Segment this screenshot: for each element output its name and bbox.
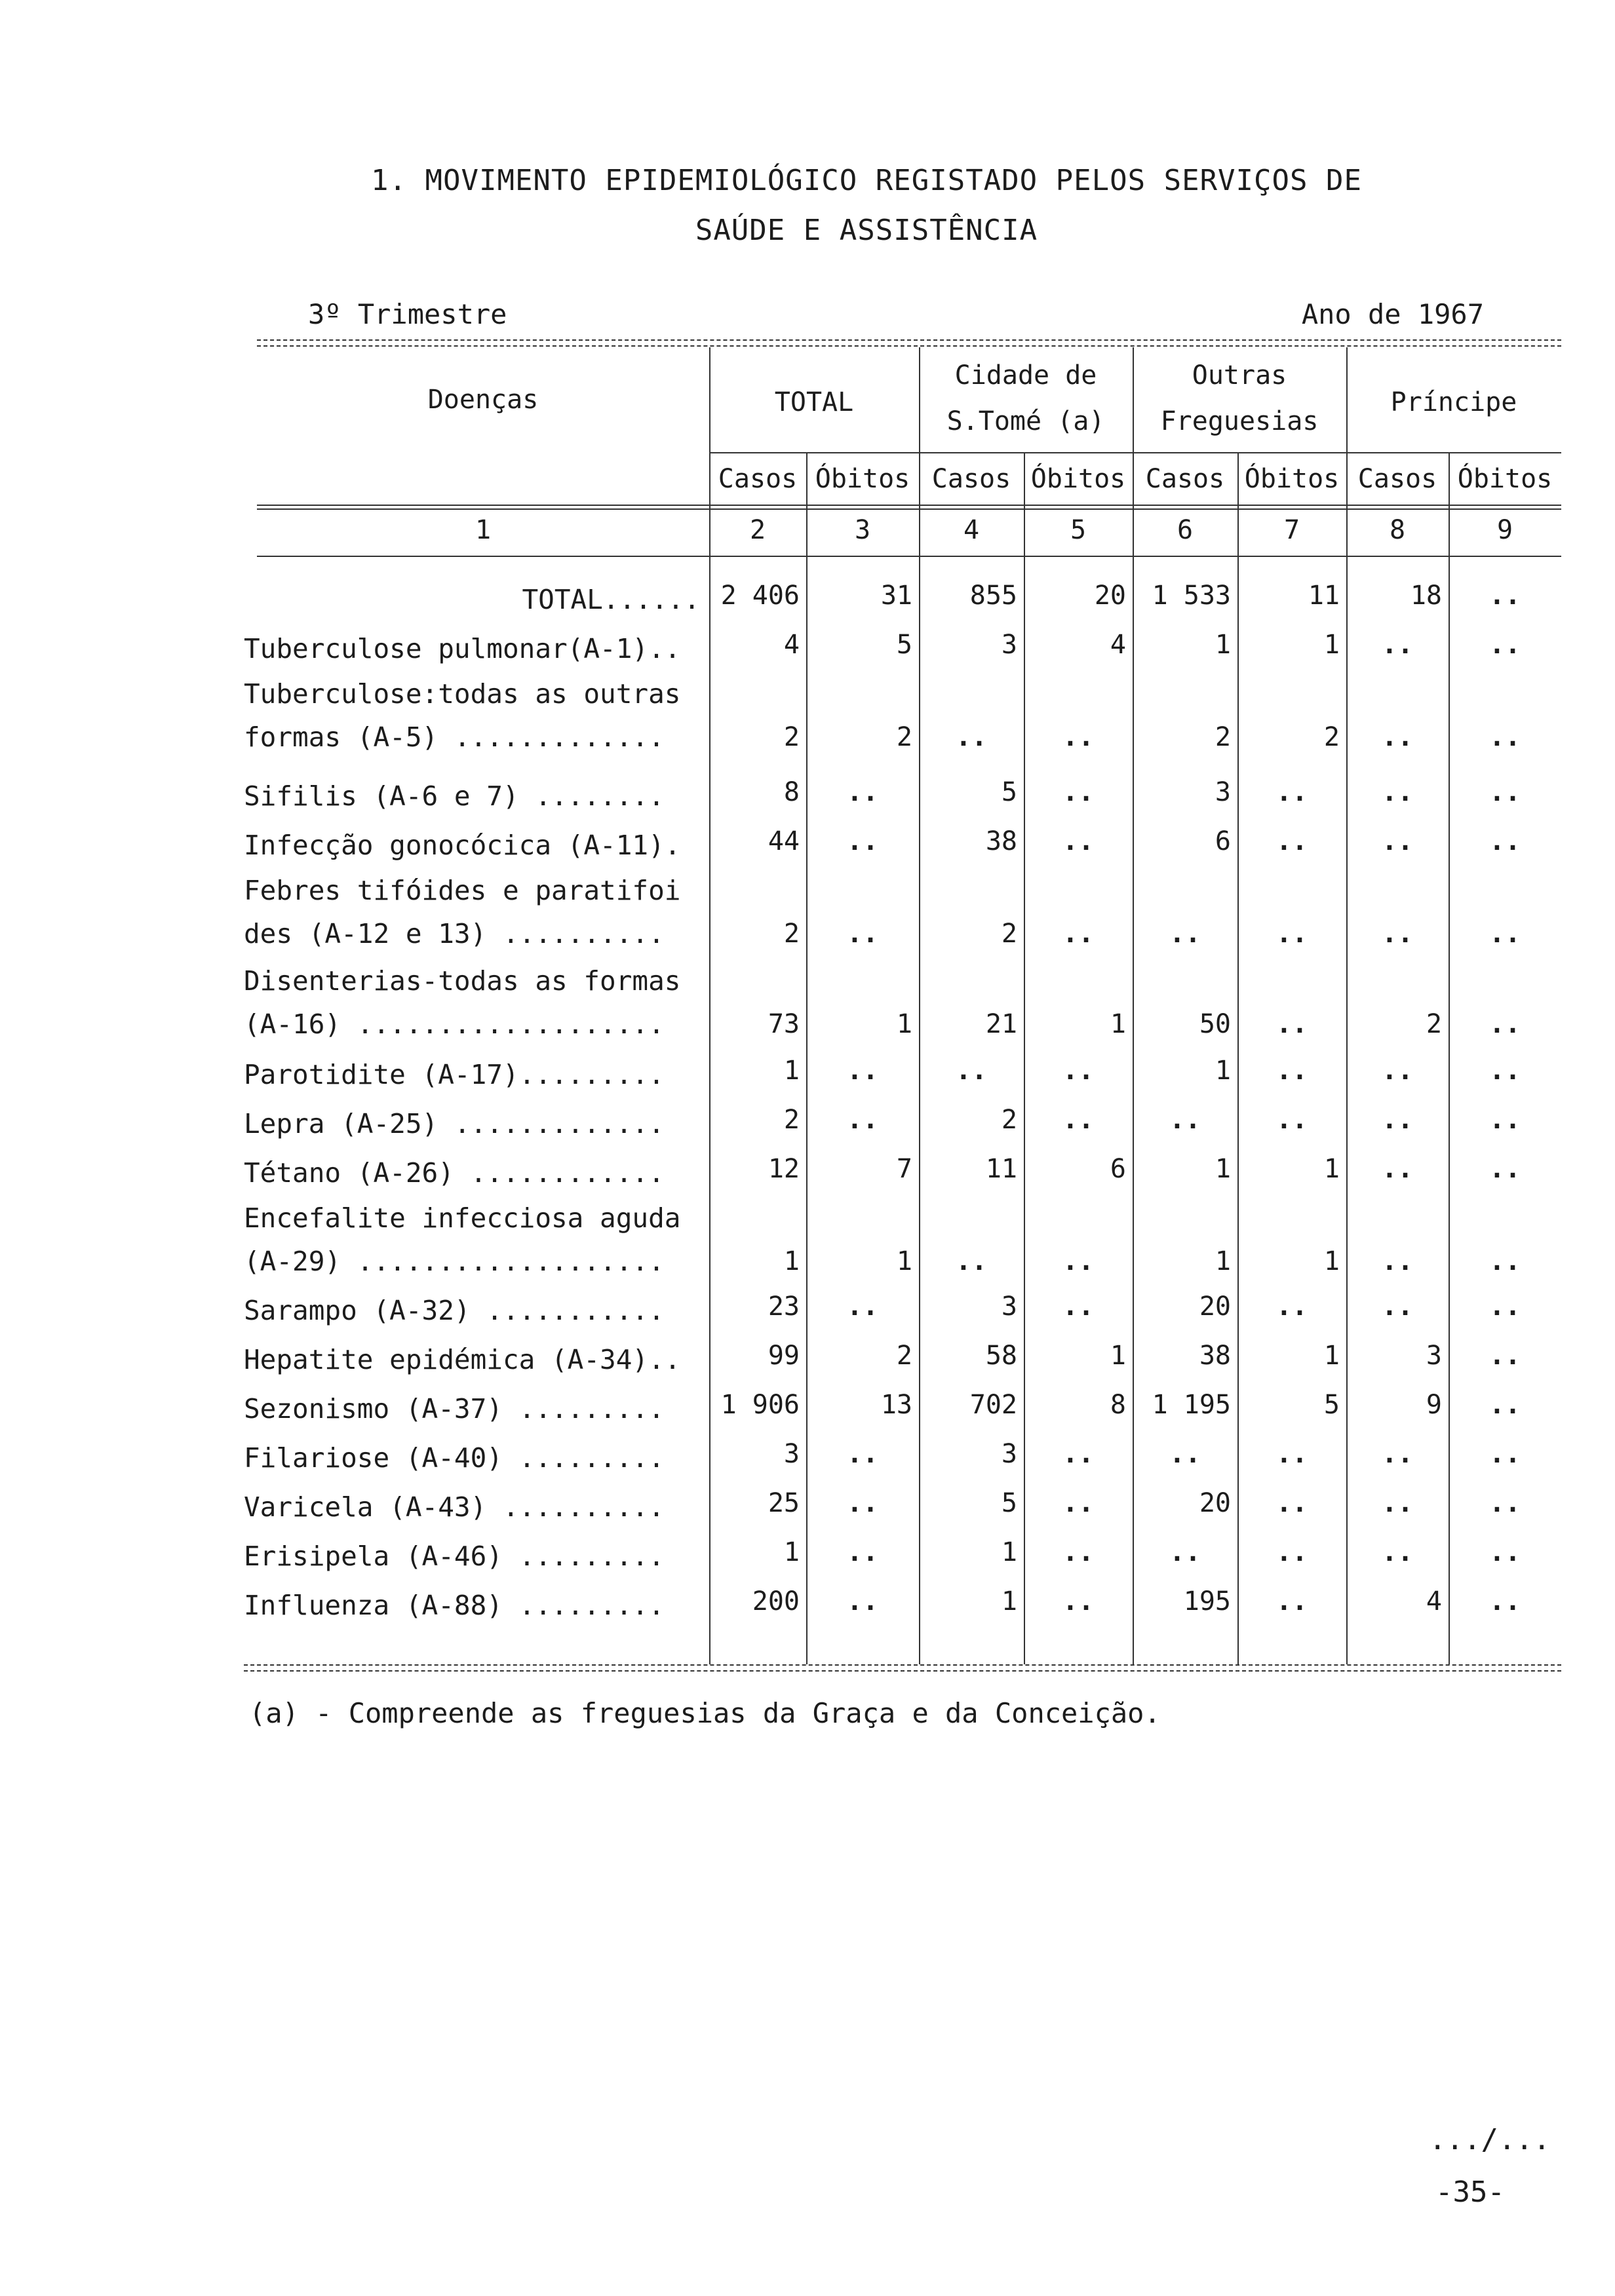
subheader-rule <box>257 505 1561 506</box>
table-cell: 1 <box>1110 1341 1126 1371</box>
table-cell: .. <box>1062 1586 1095 1617</box>
subheader-casos: Casos <box>931 464 1011 494</box>
table-cell: 1 <box>1323 1154 1340 1184</box>
table-cell: .. <box>1062 1292 1095 1322</box>
table-cell: .. <box>955 1246 988 1276</box>
table-cell: .. <box>1489 630 1521 660</box>
table-cell: .. <box>1489 1105 1521 1135</box>
header-total: TOTAL <box>774 387 854 417</box>
table-cell: 1 <box>896 1246 912 1276</box>
table-cell: 73 <box>768 1009 800 1039</box>
table-cell: 1 <box>896 1009 912 1039</box>
table-cell: .. <box>1062 1246 1095 1276</box>
column-number: 8 <box>1389 515 1406 545</box>
table-cell: .. <box>1381 1488 1414 1518</box>
table-cell: .. <box>1275 1105 1308 1135</box>
table-cell: 1 533 <box>1152 581 1231 611</box>
header-outras-line2: Freguesias <box>1160 406 1319 436</box>
table-cell: 2 <box>1215 722 1231 752</box>
table-cell: .. <box>1381 1439 1414 1469</box>
table-cell: 1 <box>1001 1537 1017 1567</box>
disease-label: Parotidite (A-17)......... <box>244 1059 665 1090</box>
table-cell: 12 <box>768 1154 800 1184</box>
table-cell: .. <box>1489 1292 1521 1322</box>
document-title-line2: SAÚDE E ASSISTÊNCIA <box>695 214 1038 247</box>
column-number: 3 <box>854 515 871 545</box>
table-cell: .. <box>1381 919 1414 949</box>
disease-label: Febres tifóides e paratifoi <box>244 875 681 906</box>
table-cell: 8 <box>783 777 800 807</box>
table-cell: 11 <box>985 1154 1017 1184</box>
table-cell: .. <box>846 919 879 949</box>
subheader-obitos: Óbitos <box>1244 464 1340 494</box>
table-cell: .. <box>1275 777 1308 807</box>
table-cell: .. <box>1062 722 1095 752</box>
table-cell: .. <box>1062 1439 1095 1469</box>
subheader-casos: Casos <box>1357 464 1437 494</box>
table-cell: 2 <box>896 722 912 752</box>
table-cell: 21 <box>985 1009 1017 1039</box>
table-cell: 2 <box>896 1341 912 1371</box>
disease-label: Sifilis (A-6 e 7) ........ <box>244 780 665 812</box>
table-cell: .. <box>846 1292 879 1322</box>
table-cell: .. <box>1275 1586 1308 1617</box>
column-number: 2 <box>749 515 766 545</box>
table-cell: .. <box>1275 919 1308 949</box>
table-cell: 1 <box>783 1537 800 1567</box>
subheader-obitos: Óbitos <box>1457 464 1553 494</box>
table-cell: .. <box>1489 1439 1521 1469</box>
table-cell: 1 <box>1323 630 1340 660</box>
table-cell: .. <box>846 1056 879 1086</box>
header-doencas: Doenças <box>427 385 539 415</box>
table-cell: 1 <box>1323 1341 1340 1371</box>
table-cell: .. <box>1489 1154 1521 1184</box>
table-cell: .. <box>1489 1488 1521 1518</box>
table-cell: .. <box>1381 777 1414 807</box>
subheader-obitos: Óbitos <box>1030 464 1126 494</box>
table-cell: .. <box>846 826 879 856</box>
table-cell: 1 906 <box>720 1390 800 1420</box>
table-cell: 2 <box>783 919 800 949</box>
subheader-obitos: Óbitos <box>815 464 910 494</box>
table-cell: 31 <box>880 581 912 611</box>
subheader-rule-double <box>257 508 1561 510</box>
table-cell: 200 <box>752 1586 800 1617</box>
column-number: 7 <box>1283 515 1300 545</box>
subcolumn-separator <box>806 453 808 1664</box>
table-cell: 855 <box>969 581 1017 611</box>
table-cell: .. <box>1489 581 1521 611</box>
disease-label: Encefalite infecciosa aguda <box>244 1202 681 1234</box>
table-cell: .. <box>1275 1439 1308 1469</box>
disease-label: Disenterias-todas as formas <box>244 965 681 997</box>
table-cell: 5 <box>896 630 912 660</box>
table-cell: 4 <box>1110 630 1126 660</box>
table-cell: .. <box>1275 1009 1308 1039</box>
column-separator <box>709 347 710 1664</box>
table-cell: .. <box>1169 1537 1201 1567</box>
table-cell: 5 <box>1001 777 1017 807</box>
header-cidade-line1: Cidade de <box>954 360 1097 391</box>
table-cell: .. <box>1169 919 1201 949</box>
table-cell: .. <box>1381 630 1414 660</box>
column-separator <box>1346 347 1348 1664</box>
column-separator <box>1133 347 1134 1664</box>
table-cell: 18 <box>1410 581 1442 611</box>
table-cell: 20 <box>1094 581 1126 611</box>
table-cell: .. <box>1489 826 1521 856</box>
column-separator <box>919 347 920 1664</box>
table-cell: 50 <box>1199 1009 1231 1039</box>
disease-label: Sezonismo (A-37) ......... <box>244 1393 665 1425</box>
table-cell: 3 <box>1001 1292 1017 1322</box>
column-number: 5 <box>1070 515 1087 545</box>
table-cell: .. <box>1169 1105 1201 1135</box>
table-cell: 38 <box>985 826 1017 856</box>
disease-label: Hepatite epidémica (A-34).. <box>244 1344 681 1375</box>
table-bottom-double-rule <box>244 1664 1561 1672</box>
table-cell: .. <box>1062 1056 1095 1086</box>
table-cell: .. <box>846 1488 879 1518</box>
table-cell: 4 <box>1426 1586 1442 1617</box>
table-cell: .. <box>1062 919 1095 949</box>
table-cell: .. <box>1062 1537 1095 1567</box>
subcolumn-separator <box>1024 453 1025 1664</box>
table-cell: 13 <box>880 1390 912 1420</box>
disease-label: Filariose (A-40) ......... <box>244 1442 665 1474</box>
table-cell: 2 406 <box>720 581 800 611</box>
total-row-label: TOTAL...... <box>522 584 700 615</box>
table-cell: .. <box>1062 1488 1095 1518</box>
table-cell: 1 <box>1215 630 1231 660</box>
table-cell: 1 <box>1001 1586 1017 1617</box>
disease-label: formas (A-5) ............. <box>244 721 665 753</box>
table-cell: .. <box>1489 1056 1521 1086</box>
table-cell: .. <box>1489 1341 1521 1371</box>
disease-label: Infecção gonocócica (A-11). <box>244 830 681 861</box>
year-label: Ano de 1967 <box>1301 298 1484 330</box>
table-cell: 7 <box>896 1154 912 1184</box>
page-number: -35- <box>1435 2175 1505 2209</box>
table-cell: 20 <box>1199 1488 1231 1518</box>
disease-label: Tuberculose pulmonar(A-1).. <box>244 633 681 664</box>
header-cidade-line2: S.Tomé (a) <box>946 406 1105 436</box>
subheader-casos: Casos <box>718 464 798 494</box>
table-cell: 702 <box>969 1390 1017 1420</box>
table-cell: 3 <box>1426 1341 1442 1371</box>
disease-label: Varicela (A-43) .......... <box>244 1491 665 1523</box>
table-cell: .. <box>1489 1390 1521 1420</box>
disease-label: (A-16) ................... <box>244 1008 665 1040</box>
table-cell: 99 <box>768 1341 800 1371</box>
continuation-mark: .../... <box>1429 2123 1551 2156</box>
table-cell: 11 <box>1308 581 1340 611</box>
table-cell: .. <box>1062 826 1095 856</box>
table-cell: .. <box>955 722 988 752</box>
table-cell: .. <box>1062 1105 1095 1135</box>
table-cell: 3 <box>1001 630 1017 660</box>
table-cell: 2 <box>783 1105 800 1135</box>
column-number: 6 <box>1177 515 1194 545</box>
header-principe: Príncipe <box>1390 387 1517 417</box>
table-cell: .. <box>1381 1056 1414 1086</box>
table-cell: 3 <box>1001 1439 1017 1469</box>
table-cell: 1 <box>1110 1009 1126 1039</box>
table-cell: 1 195 <box>1152 1390 1231 1420</box>
table-cell: 2 <box>1426 1009 1442 1039</box>
table-cell: .. <box>1275 1537 1308 1567</box>
table-cell: .. <box>1381 826 1414 856</box>
table-cell: 5 <box>1001 1488 1017 1518</box>
table-cell: .. <box>846 777 879 807</box>
table-cell: 2 <box>1001 919 1017 949</box>
table-cell: 6 <box>1215 826 1231 856</box>
subcolumn-separator <box>1449 453 1450 1664</box>
table-cell: .. <box>1381 722 1414 752</box>
table-cell: 1 <box>1215 1154 1231 1184</box>
table-cell: 3 <box>1215 777 1231 807</box>
table-cell: .. <box>1381 1537 1414 1567</box>
table-cell: 1 <box>1323 1246 1340 1276</box>
table-cell: .. <box>1381 1105 1414 1135</box>
table-cell: .. <box>1275 826 1308 856</box>
table-cell: 2 <box>1001 1105 1017 1135</box>
table-cell: .. <box>1489 919 1521 949</box>
header-outras-line1: Outras <box>1192 360 1287 391</box>
table-cell: 58 <box>985 1341 1017 1371</box>
disease-label: (A-29) ................... <box>244 1246 665 1277</box>
column-number: 9 <box>1496 515 1513 545</box>
table-cell: 5 <box>1323 1390 1340 1420</box>
quarter-label: 3º Trimestre <box>308 298 507 330</box>
table-cell: 3 <box>783 1439 800 1469</box>
table-cell: 2 <box>783 722 800 752</box>
footnote: (a) - Compreende as freguesias da Graça e da Conceição. <box>249 1697 1161 1729</box>
table-cell: 8 <box>1110 1390 1126 1420</box>
column-number: 1 <box>475 515 492 545</box>
table-cell: 2 <box>1323 722 1340 752</box>
table-cell: 9 <box>1426 1390 1442 1420</box>
table-cell: 20 <box>1199 1292 1231 1322</box>
table-cell: .. <box>846 1439 879 1469</box>
table-top-double-rule <box>257 339 1561 347</box>
table-cell: .. <box>846 1537 879 1567</box>
disease-label: Lepra (A-25) ............. <box>244 1108 665 1139</box>
document-title-line1: 1. MOVIMENTO EPIDEMIOLÓGICO REGISTADO PELOS SERVIÇOS DE <box>371 164 1362 197</box>
table-cell: 1 <box>1215 1056 1231 1086</box>
column-number-rule <box>257 556 1561 557</box>
table-cell: .. <box>1062 777 1095 807</box>
table-cell: .. <box>1489 722 1521 752</box>
disease-label: Tuberculose:todas as outras <box>244 678 681 710</box>
table-cell: .. <box>846 1586 879 1617</box>
table-cell: .. <box>1275 1056 1308 1086</box>
disease-label: des (A-12 e 13) .......... <box>244 918 665 949</box>
disease-label: Influenza (A-88) ......... <box>244 1590 665 1621</box>
table-cell: 25 <box>768 1488 800 1518</box>
disease-label: Erisipela (A-46) ......... <box>244 1540 665 1572</box>
table-cell: .. <box>955 1056 988 1086</box>
table-cell: 23 <box>768 1292 800 1322</box>
header-rule <box>709 452 1561 453</box>
table-cell: 1 <box>1215 1246 1231 1276</box>
table-cell: .. <box>1489 1246 1521 1276</box>
table-cell: .. <box>846 1105 879 1135</box>
subcolumn-separator <box>1237 453 1239 1664</box>
table-cell: .. <box>1489 1537 1521 1567</box>
table-cell: .. <box>1381 1246 1414 1276</box>
disease-label: Tétano (A-26) ............ <box>244 1157 665 1189</box>
table-cell: .. <box>1489 1586 1521 1617</box>
table-cell: .. <box>1489 777 1521 807</box>
table-cell: .. <box>1169 1439 1201 1469</box>
column-number: 4 <box>963 515 980 545</box>
table-cell: 38 <box>1199 1341 1231 1371</box>
table-cell: .. <box>1489 1009 1521 1039</box>
table-cell: 195 <box>1183 1586 1231 1617</box>
table-cell: .. <box>1381 1154 1414 1184</box>
table-cell: .. <box>1275 1488 1308 1518</box>
table-cell: 4 <box>783 630 800 660</box>
table-cell: 6 <box>1110 1154 1126 1184</box>
subheader-casos: Casos <box>1145 464 1225 494</box>
disease-label: Sarampo (A-32) ........... <box>244 1295 665 1326</box>
table-cell: 1 <box>783 1246 800 1276</box>
table-cell: .. <box>1381 1292 1414 1322</box>
table-cell: 1 <box>783 1056 800 1086</box>
table-cell: 44 <box>768 826 800 856</box>
table-cell: .. <box>1275 1292 1308 1322</box>
